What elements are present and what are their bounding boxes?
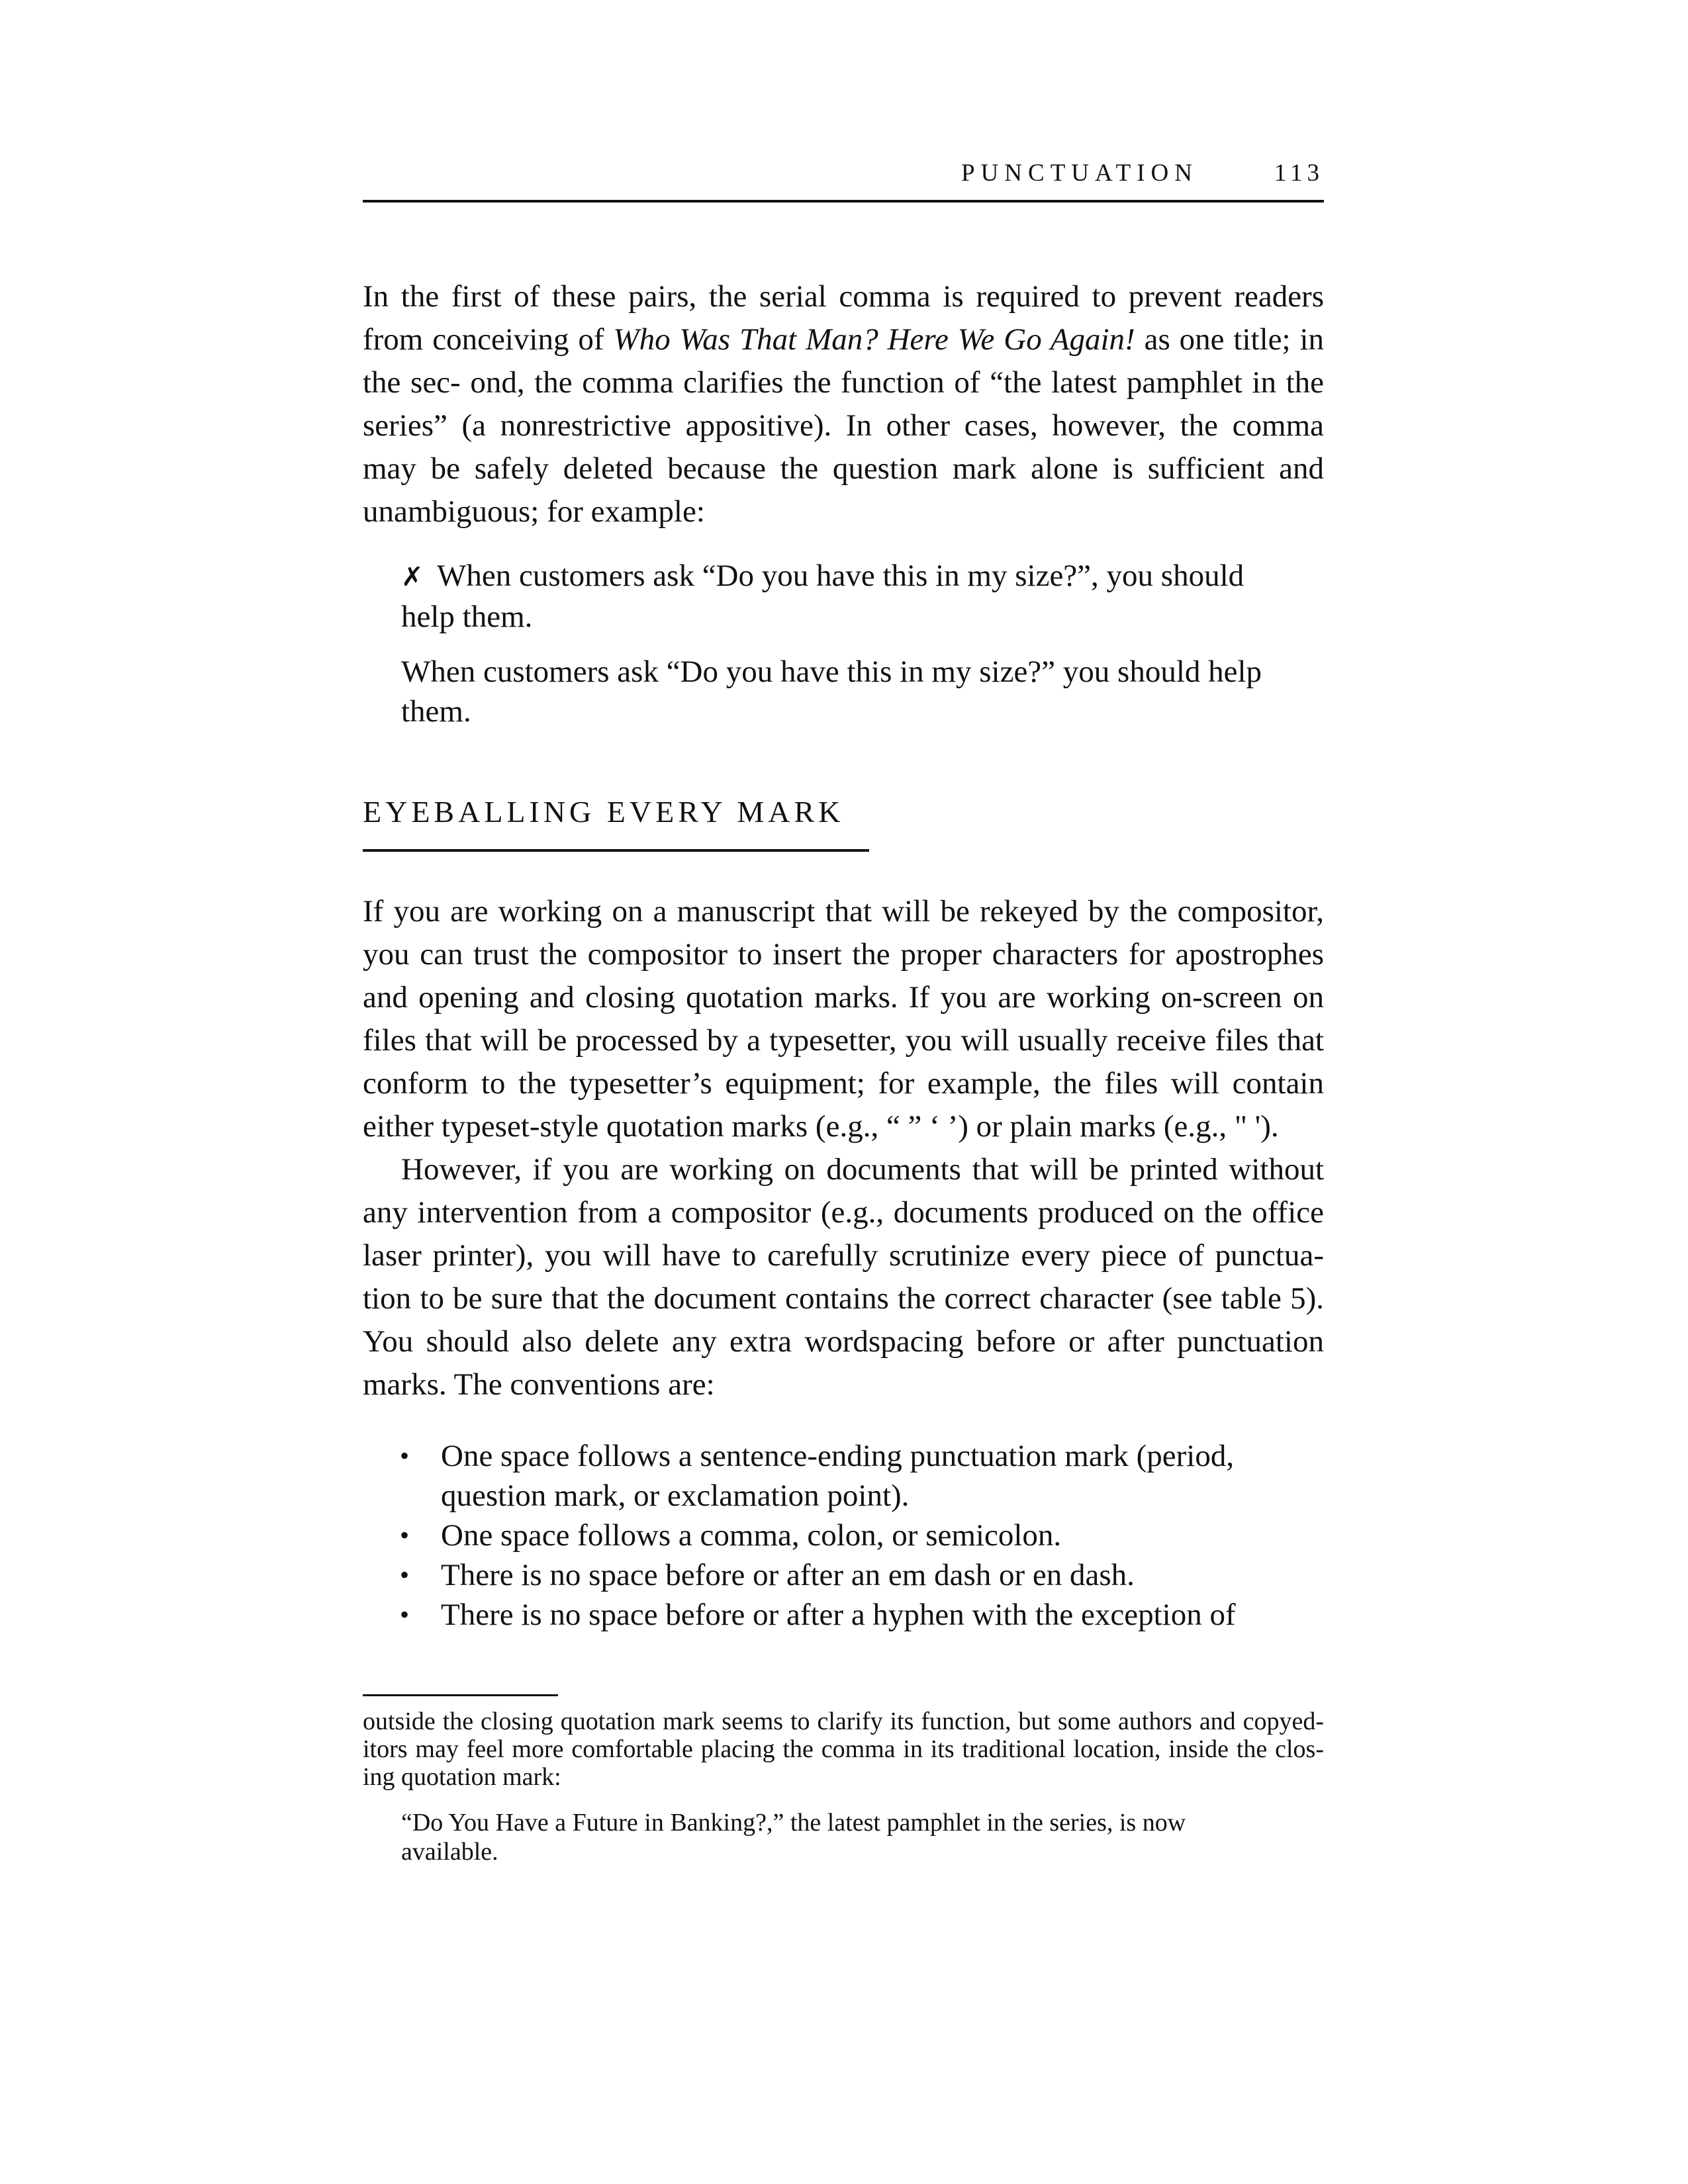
bullet-icon: • [400,1520,410,1550]
bullet-icon: • [400,1560,410,1590]
running-title: PUNCTUATION [961,159,1198,187]
intro-line: conceiving of [432,322,614,357]
footnote-rule [363,1694,558,1696]
example-text: When customers ask “Do you have this in my size?” you should help them. [401,655,1262,729]
list-item-text: There is no space before or after an em dash or en dash. [441,1558,1135,1592]
section-body [363,890,1324,1406]
example-correct [401,652,1275,731]
footnote-example: “Do You Have a Future in Banking?,” the latest pamphlet in the series, is now available. [401,1809,1186,1866]
list-item [363,1595,1324,1635]
intro-line: as one title; in the sec- [363,322,1325,400]
paragraph: If you are working on a manuscript that will be rekeyed by the compositor, you can trust the compositor to insert the proper characters for apostrophes and opening and closing quotation marks. If you are working on-screen on files that will be processed by a typesetter, you will usually receive files that conform to the typesetter’s equipment; for example, the files will contain either typeset-style quotation marks (e.g., “ ” ‘ ’) or plain marks (e.g., " '). [363,894,1324,1144]
list-item-text: There is no space before or after a hyphen with the exception of [441,1598,1236,1632]
example-incorrect [401,556,1275,637]
paragraph: However, if you are working on documents that will be printed without any intervention from a compositor (e.g., documents produced on the office laser printer), you will have to carefully scrutinize every piece of punctua-tion to be sure that the document contains the correct character (see table 5). You should also delete any extra wordspacing before or after punctuation marks. The conventions are: [363,1152,1324,1402]
intro-line: In the first of these pairs, the serial comma is required to prevent readers from [363,279,1324,357]
intro-paragraph [363,275,1324,533]
list-item-text: One space follows a sentence-ending punctuation mark (period, question mark, or exclamation point). [441,1439,1235,1513]
intro-line: ond, the comma clarifies the function of “the latest pamphlet in the series” [363,365,1324,443]
page-number: 113 [1274,159,1324,187]
incorrect-x-icon: ✗ [401,562,424,592]
intro-line: example: [590,494,705,529]
list-item-text: One space follows a comma, colon, or semicolon. [441,1518,1062,1553]
conventions-list [363,1436,1324,1635]
bullet-icon: • [400,1600,410,1629]
footnote-text: outside the closing quotation mark seems to clarify its function, but some authors and copyed-itors may feel more comfortable placing the comma in its traditional location, inside the clos-ing quotation mark: [363,1707,1324,1791]
intro-line: (a nonrestrictive appositive). In other cases, however, the comma may be safely [363,408,1325,486]
italic-titles: Who Was That Man? Here We Go Again! [613,322,1135,357]
running-head [363,154,1324,193]
example-text: When customers ask “Do you have this in my size?”, you should help them. [401,559,1244,634]
header-rule [363,200,1324,203]
intro-line: deleted because the question mark alone is sufficient and unambiguous; for [363,451,1325,529]
bullet-icon: • [400,1441,410,1471]
section-heading-rule [363,849,869,852]
list-item [363,1436,1324,1516]
section-heading: EYEBALLING EVERY MARK [363,795,845,829]
list-item [363,1555,1324,1595]
list-item [363,1516,1324,1555]
